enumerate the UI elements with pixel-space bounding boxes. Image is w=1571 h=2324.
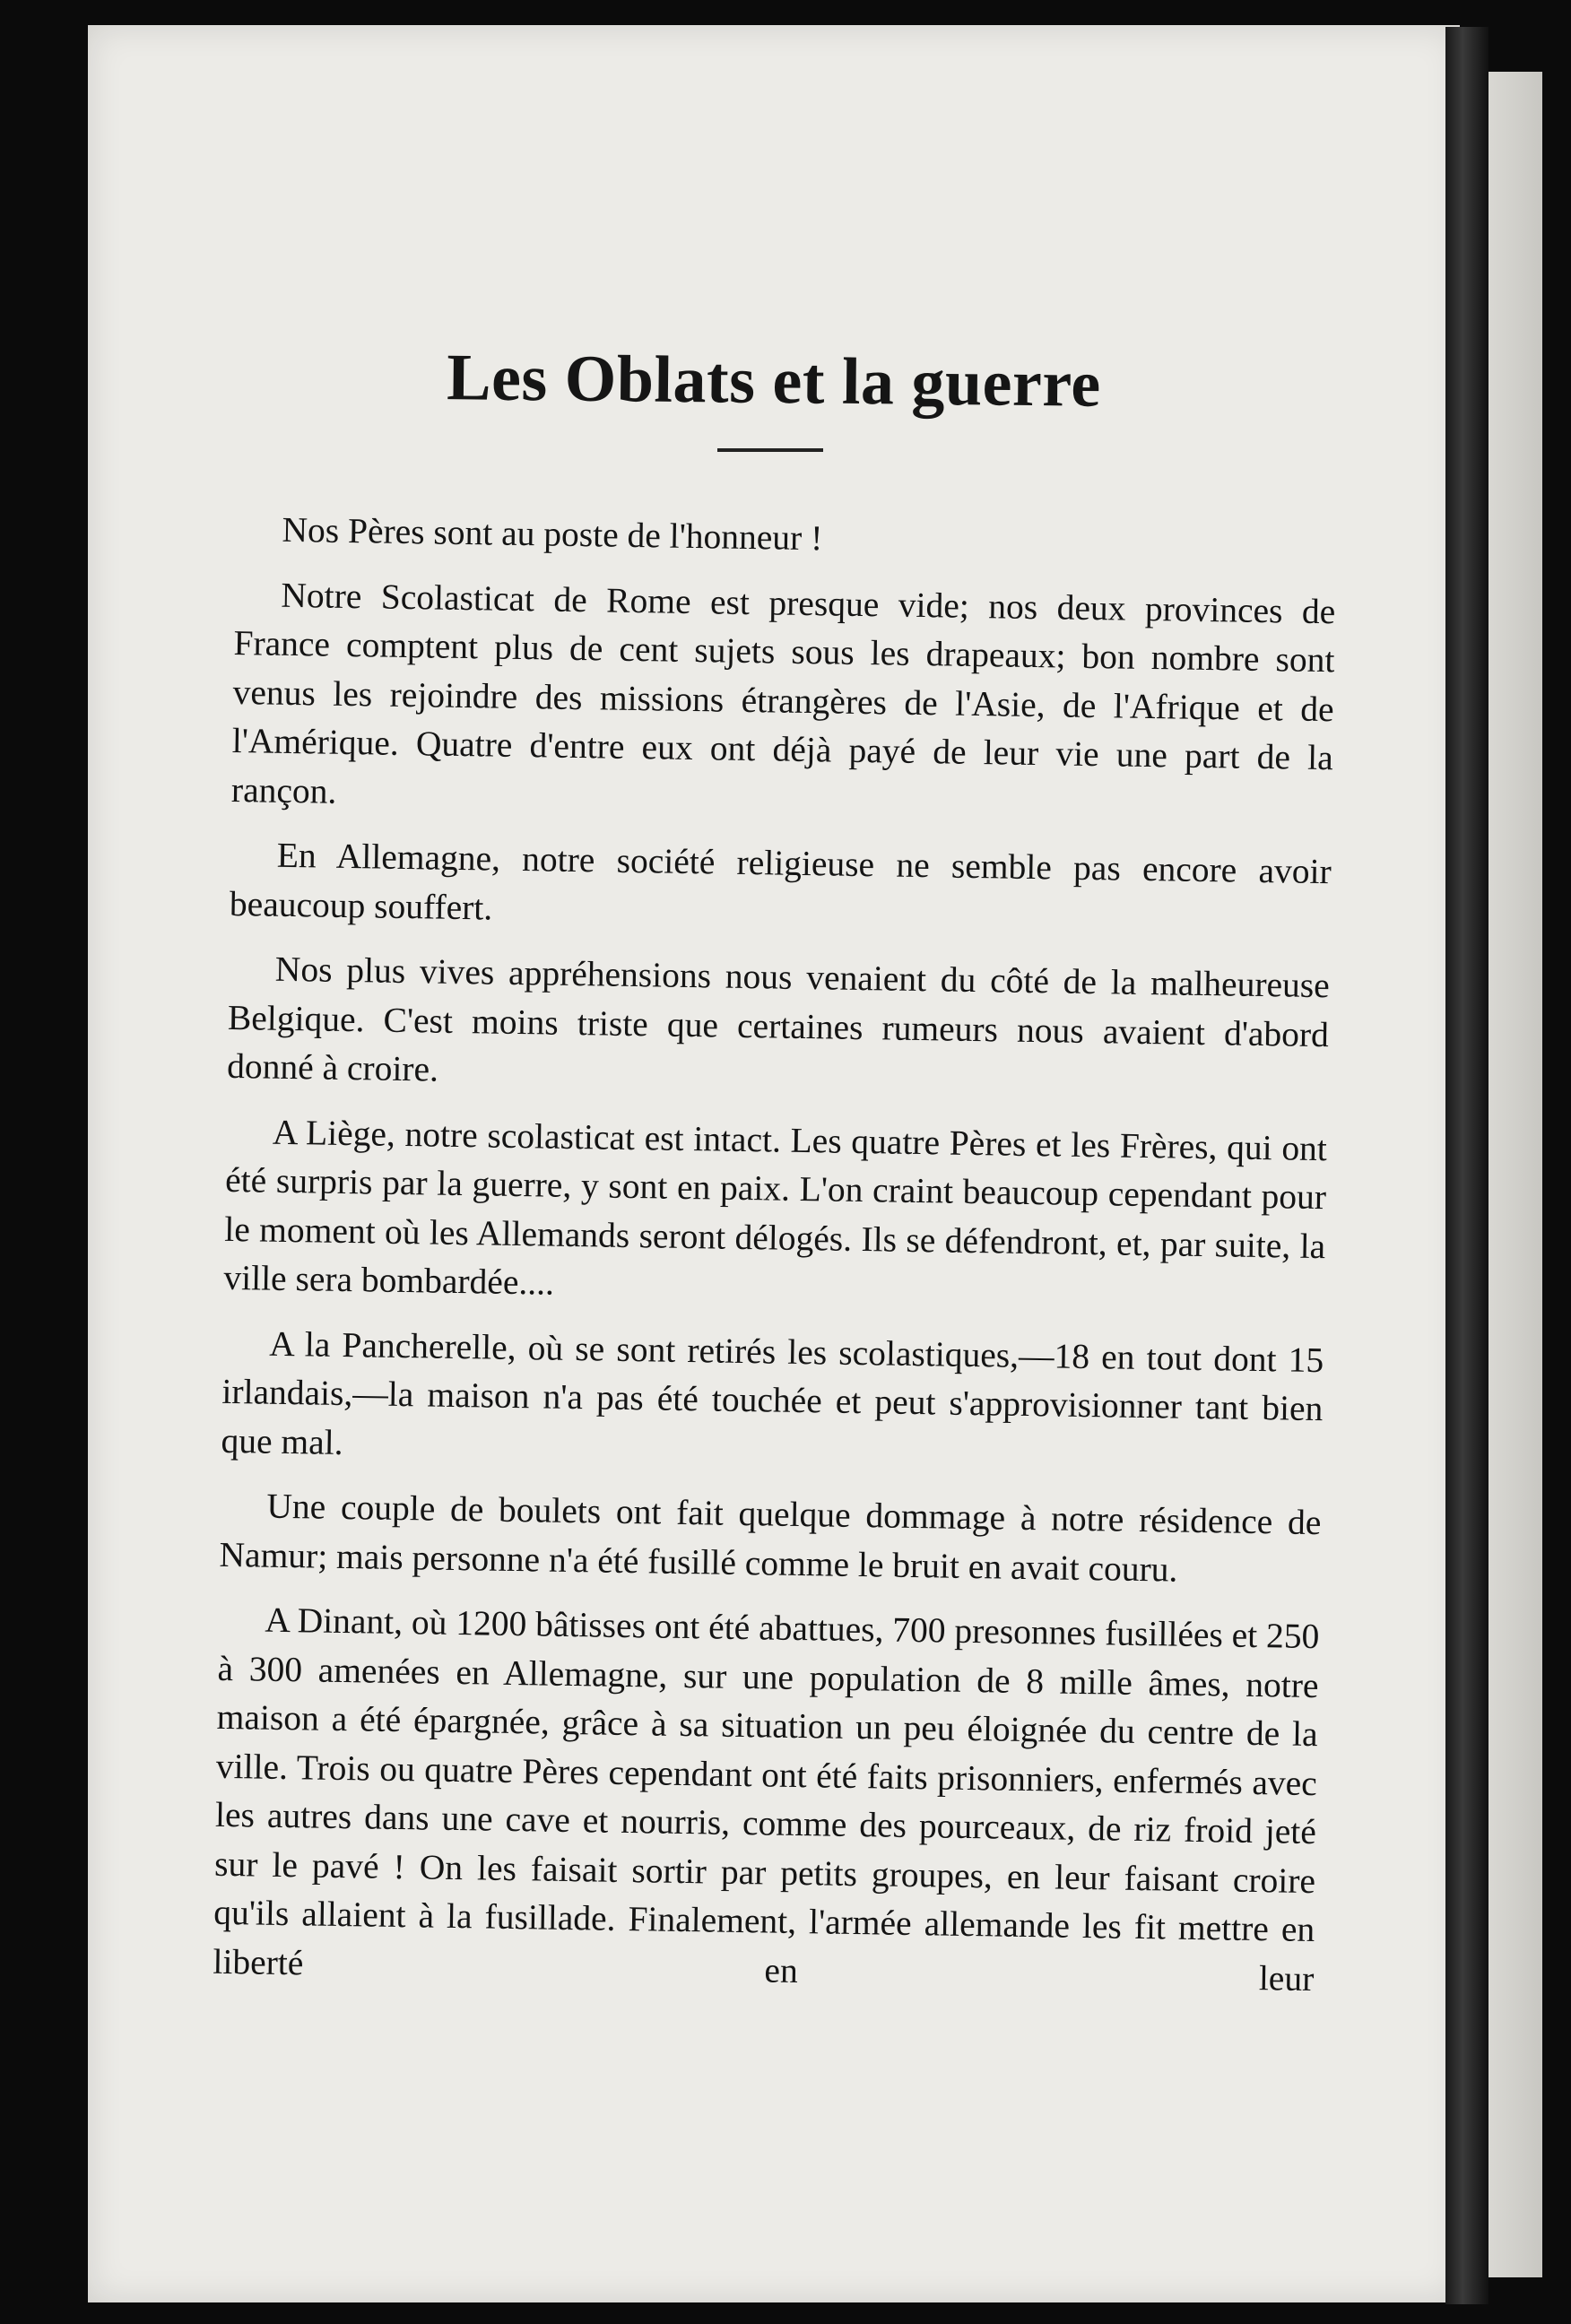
paragraph: A Dinant, où 1200 bâtisses ont été abattues, 700 presonnes fusillées et 250 à 300 amenées en Allemagne, sur une population de 8 mille âmes, notre maison a été épargnée, grâce à sa situation un peu éloignée du centre de la ville. Trois ou quatre Pères cependant ont été faits prisonniers, enfermés avec les autres dans une cave et nourris, comme des pourceaux, de riz froid jeté sur le pavé ! On les faisait sortir par petits groupes, en leur faisant croire qu'ils allaient à la fusillade. Finalement, l'armée allemande les fit mettre en liberté en leur xyxy=(213,1600,1320,1999)
paragraph: Une couple de boulets ont fait quelque dommage à notre résidence de Namur; mais personne n'a été fusillé comme le bruit en avait couru. xyxy=(219,1486,1322,1590)
paragraph: En Allemagne, notre société religieuse ne semble pas encore avoir beaucoup souffert. xyxy=(229,835,1332,928)
paragraph: Notre Scolasticat de Rome est presque vide; nos deux provinces de France comptent plus de cent sujets sous les drapeaux; bon nombre sont venus les rejoindre des missions étrangères de l'Asie, de l'Afrique et de l'Amérique. Quatre d'entre eux ont déjà payé de leur vie une part de la rançon. xyxy=(230,575,1336,811)
title-rule xyxy=(717,448,823,452)
body-text xyxy=(213,505,1337,2019)
book-page xyxy=(88,25,1460,2302)
page-title: Les Oblats et la guerre xyxy=(446,340,1102,421)
paragraph: Nos plus vives appréhensions nous venaient du côté de la malheureuse Belgique. C'est moins triste que certaines rumeurs nous avaient d'abord donné à croire. xyxy=(226,949,1331,1089)
book-spine xyxy=(1445,27,1489,2304)
paragraph: A Liège, notre scolasticat est intact. Les quatre Pères et les Frères, qui ont été surpris par la guerre, y sont en paix. L'on craint beaucoup cependant pour le moment où les Allemands seront délogés. Ils se défendront, et, par suite, la ville sera bombardée.... xyxy=(223,1112,1328,1303)
paragraph: Nos Pères sont au poste de l'honneur ! xyxy=(282,509,823,559)
facing-page-edge xyxy=(1489,72,1542,2277)
paragraph: A la Pancherelle, où se sont retirés les scolastiques,—18 en tout dont 15 irlandais,—la maison n'a pas été touchée et peut s'approvisionner tant bien que mal. xyxy=(221,1323,1324,1462)
